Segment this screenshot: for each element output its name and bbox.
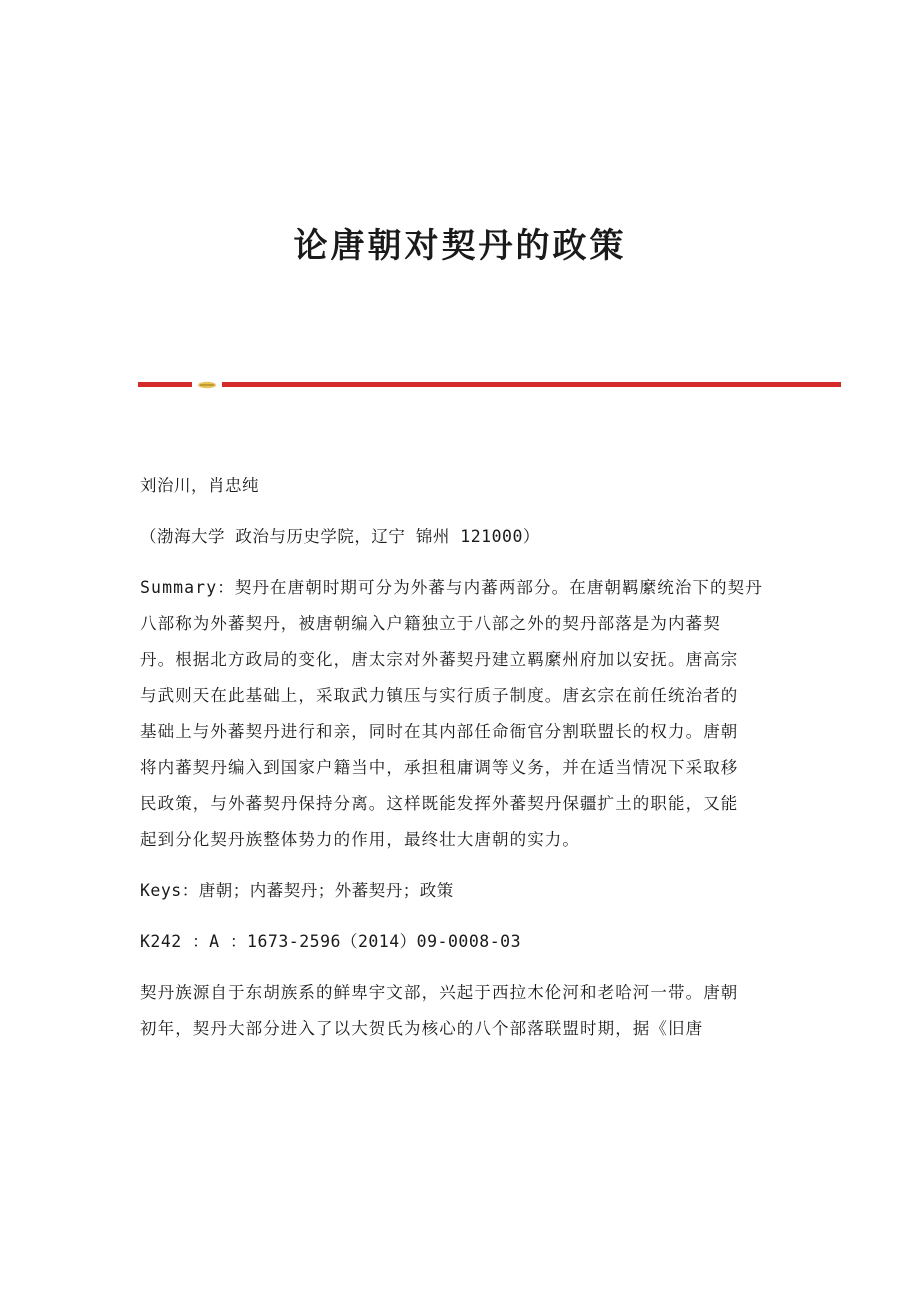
paper-content [140,468,780,1047]
body-line: 初年，契丹大部分进入了以大贺氏为核心的八个部落联盟时期，据《旧唐 [140,1019,704,1038]
abstract [140,570,780,858]
abstract-line: Summary：契丹在唐朝时期可分为外蕃与内蕃两部分。在唐朝羁縻统治下的契丹 [140,578,763,597]
paper-title: 论唐朝对契丹的政策 [293,226,627,266]
abstract-line: 基础上与外蕃契丹进行和亲，同时在其内部任命衙官分割联盟长的权力。唐朝 [140,722,739,741]
abstract-line: 民政策，与外蕃契丹保持分离。这样既能发挥外蕃契丹保疆扩土的职能，又能 [140,794,739,813]
abstract-line: 将内蕃契丹编入到国家户籍当中，承担租庸调等义务，并在适当情况下采取移 [140,758,739,777]
divider-ornament-icon [197,380,217,390]
abstract-line: 八部称为外蕃契丹，被唐朝编入户籍独立于八部之外的契丹部落是为内蕃契 [140,614,721,633]
classification-code: K242 ：A ：1673-2596（2014）09-0008-03 [140,932,522,951]
body-line: 契丹族源自于东胡族系的鲜卑宇文部，兴起于西拉木伦河和老哈河一带。唐朝 [140,983,739,1002]
divider-rule-right [222,382,841,387]
affiliation: （渤海大学 政治与历史学院，辽宁 锦州 121000） [140,527,540,546]
abstract-line: 丹。根据北方政局的变化，唐太宗对外蕃契丹建立羁縻州府加以安抚。唐高宗 [140,650,739,669]
authors: 刘治川，肖忠纯 [140,476,259,495]
body-text [140,975,780,1047]
abstract-line: 起到分化契丹族整体势力的作用，最终壮大唐朝的实力。 [140,830,580,849]
keywords: Keys：唐朝；内蕃契丹；外蕃契丹；政策 [140,881,454,900]
divider-rule-left [138,382,192,387]
abstract-line: 与武则天在此基础上，采取武力镇压与实行质子制度。唐玄宗在前任统治者的 [140,686,739,705]
title-divider [138,380,841,390]
